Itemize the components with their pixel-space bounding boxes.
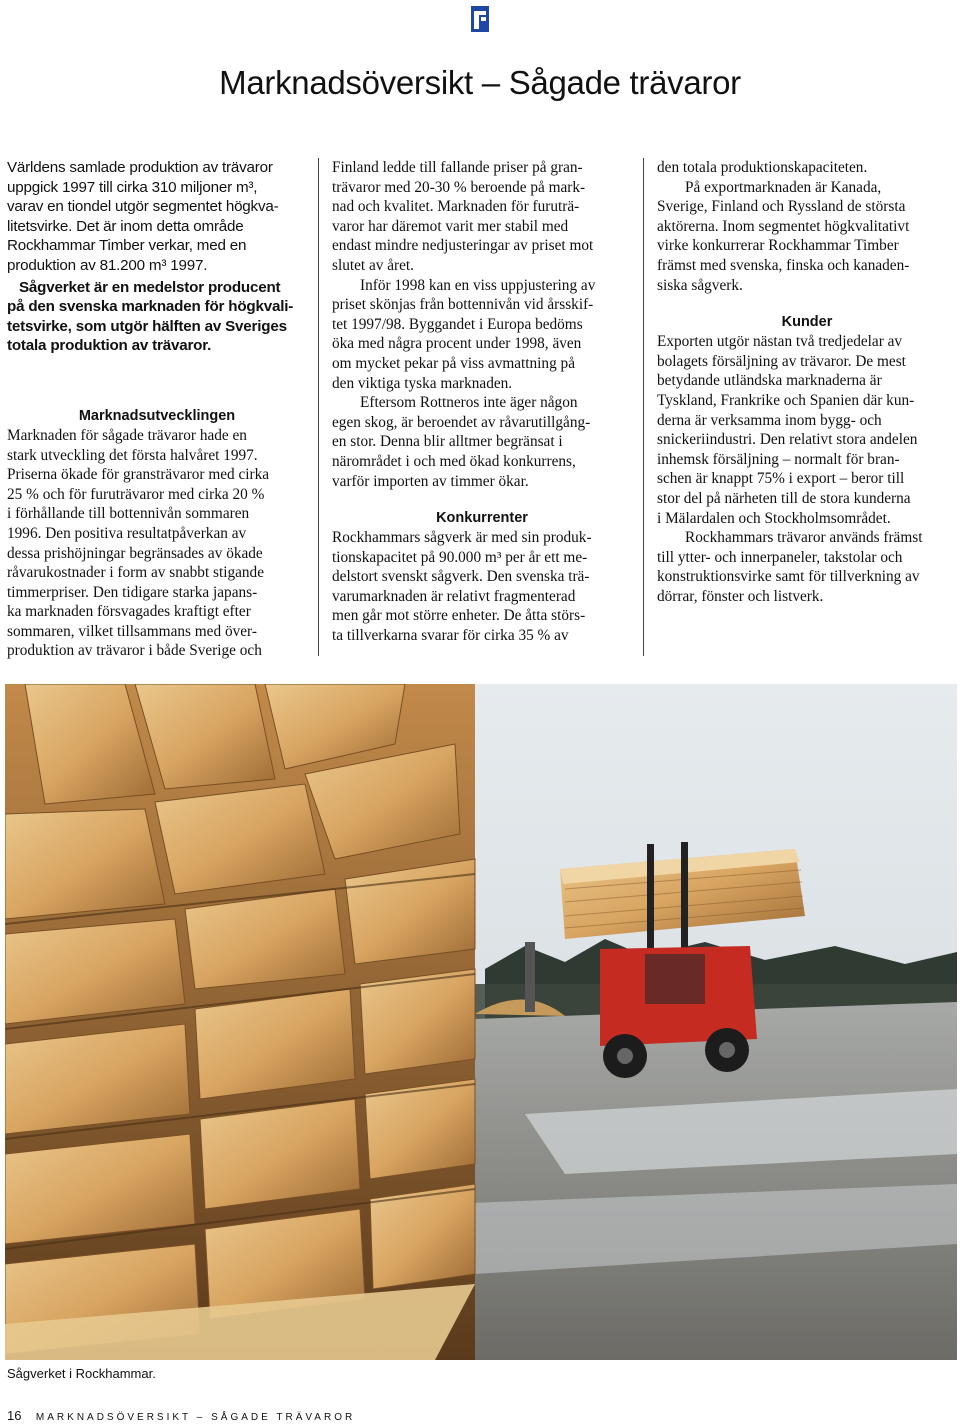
body-paragraph: Rockhammars sågverk är med sin produk- tionskapacitet på 90.000 m³ per år ett me- delstort svenskt sågverk. Den svenska trä- varumarknaden är relativt fragmenterad men går mot större enheter. De åtta störs- ta tillverkarna svarar för cirka 35 % av	[332, 529, 592, 645]
body-paragraph: Eftersom Rottneros inte äger någon egen skog, är beroendet av råvarutillgång- en stor. Denna blir alltmer begränsat i närområdet i och med ökad konkurrens, varför importen av timmer ökar.	[332, 394, 591, 490]
section-heading-competitors: Konkurrenter	[436, 510, 528, 527]
body-paragraph: Inför 1998 kan en viss uppjustering av priset skönjas från bottennivån vid årsskif- tet 1997/98. Byggandet i Europa bedöms öka med några procent under 1998, även om mycket pekar på viss avmattning på den viktiga tyska marknaden.	[332, 276, 596, 392]
company-logo-icon	[471, 6, 489, 32]
sawmill-photo-illustration	[5, 684, 957, 1360]
column-divider	[643, 158, 644, 656]
body-paragraph: Exporten utgör nästan två tredjedelar av bolagets försäljning av trävaror. De mest betydande utländska marknaderna är Tyskland, Frankrike och Spanien där kun- derna är verksamma inom bygg- och snickeriindustri. Den relativt stora andelen inhemsk försäljning – normalt för bran- schen är knappt 75% i export – beror till stor del på närheten till de stora kunderna i Mälardalen och Stockholmsområdet.	[657, 333, 918, 527]
body-paragraph: den totala produktionskapaciteten.	[657, 159, 868, 176]
body-paragraph: Rockhammars trävaror används främst till ytter- och innerpaneler, takstolar och konstruktionsvirke samt för tillverkning av dörrar, fönster och listverk.	[657, 529, 923, 605]
text-column-3	[657, 158, 957, 606]
lead-paragraph: Världens samlade produktion av trävaror uppgick 1997 till cirka 310 miljoner m³, varav en tiondel utgör segmentet högkva- litetsvirke. Det är inom detta område Rockhammar Timber verkar, med en produktion av 81.200 m³ 1997.	[7, 159, 279, 274]
section-heading-customers: Kunder	[781, 314, 833, 331]
page-footer	[7, 1407, 355, 1425]
lead-text	[7, 158, 307, 356]
body-paragraph: Finland ledde till fallande priser på gran- trävaror med 20-30 % beroende på mark- nad och kvalitet. Marknaden för furuträ- varor har däremot varit mer stabil med endast mindre nedjusteringar av priset mot slutet av året.	[332, 159, 594, 274]
text-column-2	[332, 158, 632, 646]
sawmill-photo	[5, 684, 957, 1360]
section-heading-market-development: Marknadsutvecklingen	[78, 407, 236, 424]
body-paragraph: Marknaden för sågade trävaror hade en stark utveckling det första halvåret 1997. Priserna ökade för gransträvaror med cirka 25 % och för furuträvaror med cirka 20 % i förhållande till bottennivån sommaren 1996. Den positiva resultatpåverkan av dessa prishöjningar begränsades av ökade råvarukostnader i form av snabbt stigande timmerpriser. Den tidigare starka japans- ka marknaden försvagades kraftigt efter sommaren, vilket tillsammans med över- produktion av trävaror i både Sverige och	[7, 426, 270, 660]
page-number: 16	[7, 1408, 22, 1423]
page-title: Marknadsöversikt – Sågade trävaror	[219, 64, 741, 101]
body-paragraph: På exportmarknaden är Kanada, Sverige, Finland och Ryssland de största aktörerna. Inom segmentet högkvalitativt virke konkurrerar Rockhammar Timber främst med svenska, finska och kanaden- siska sågverk.	[657, 178, 910, 294]
column-divider	[318, 158, 319, 656]
text-column-1	[7, 158, 307, 661]
footer-section-title: MARKNADSÖVERSIKT – SÅGADE TRÄVAROR	[35, 1412, 356, 1423]
lead-paragraph-bold: Sågverket är en medelstor producent på den svenska marknaden för högkvali- tetsvirke, som utgör hälften av Sveriges totala produktion av trävaror.	[7, 278, 294, 355]
photo-caption: Sågverket i Rockhammar.	[7, 1366, 156, 1381]
